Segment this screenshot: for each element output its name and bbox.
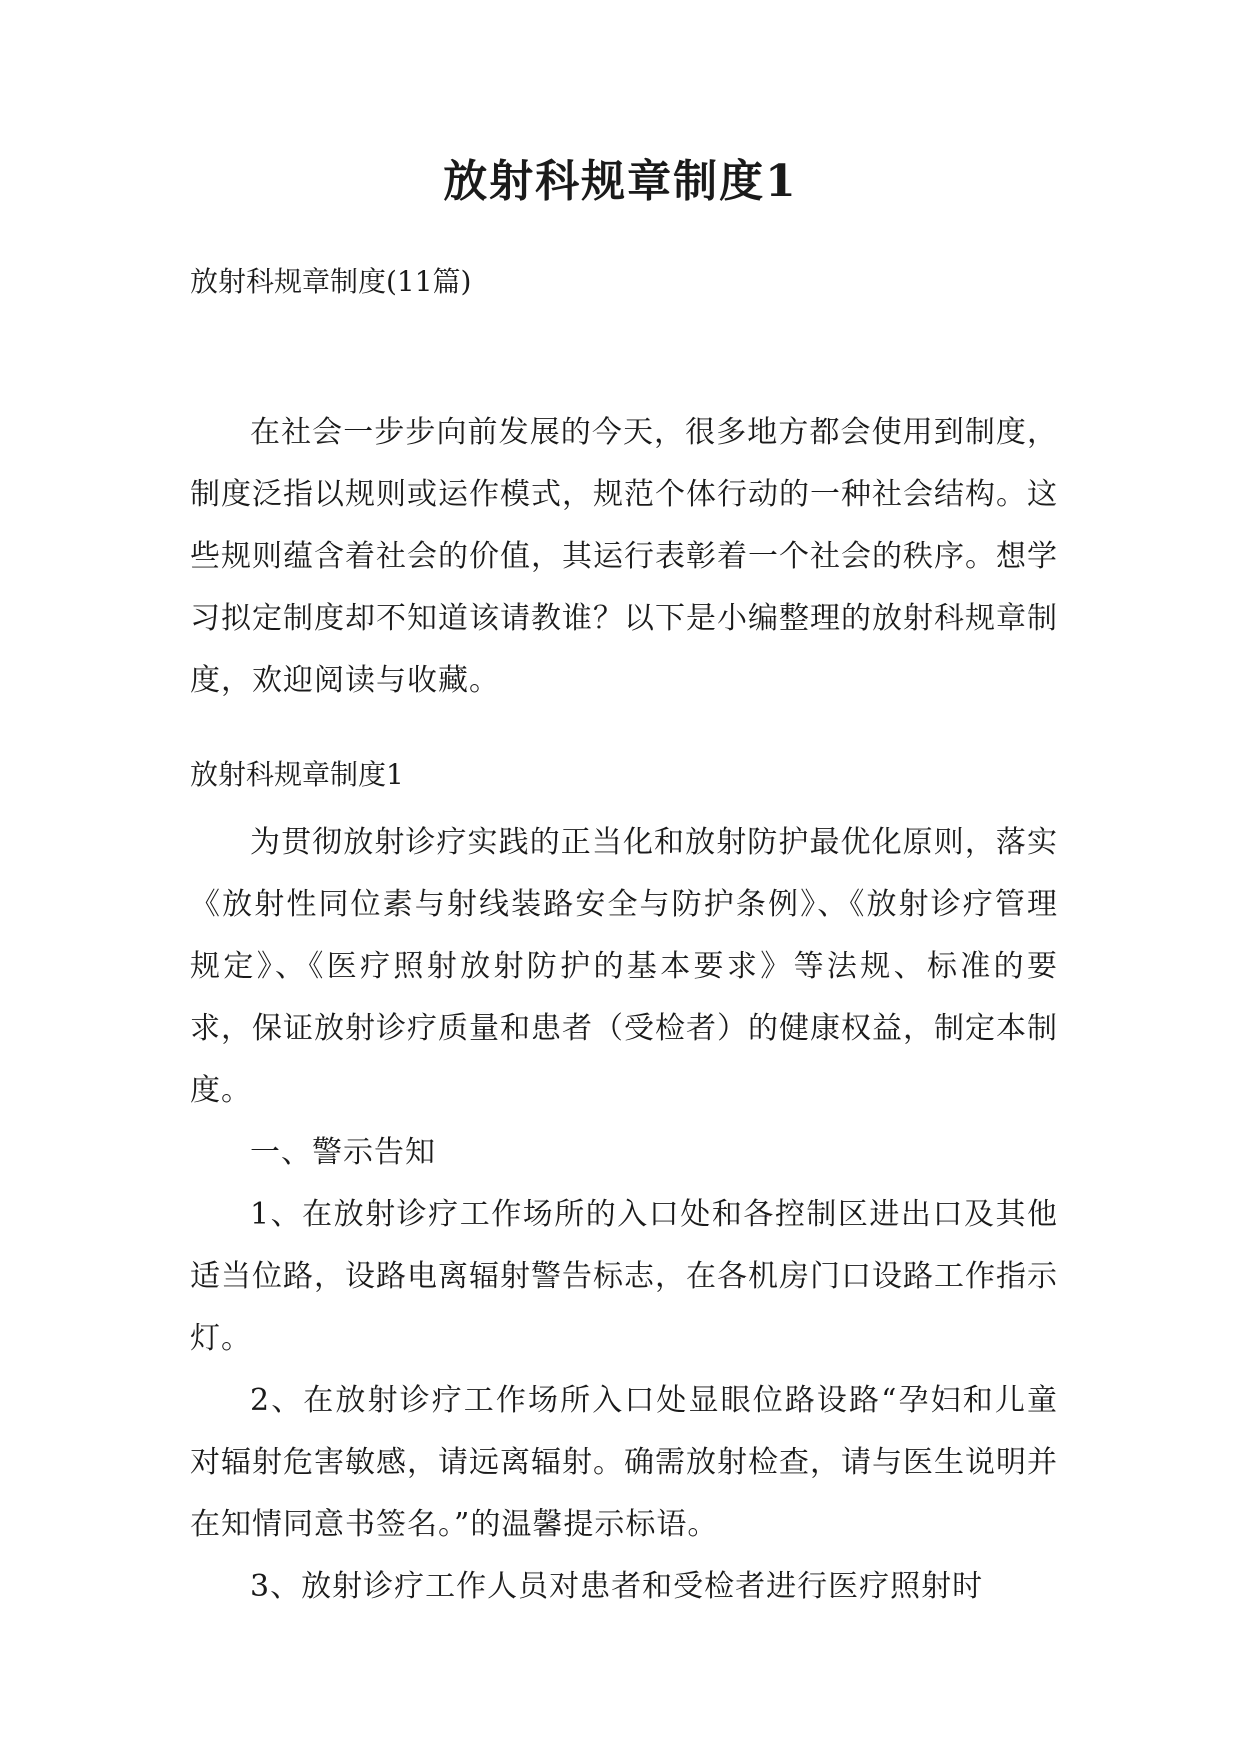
body-paragraph: 2、在放射诊疗工作场所入口处显眼位路设路“孕妇和儿童对辐射危害敏感，请远离辐射。确需放射检查，请与医生说明并在知情同意书签名。”的温馨提示标语。 [190, 1383, 1058, 1542]
body-heading: 一、警示告知 [250, 1135, 436, 1170]
body-paragraph: 1、在放射诊疗工作场所的入口处和各控制区进出口及其他适当位路，设路电离辐射警告标志，在各机房门口设路工作指示灯。 [190, 1197, 1058, 1356]
intro-paragraph: 在社会一步步向前发展的今天，很多地方都会使用到制度，制度泛指以规则或运作模式，规范个体行动的一种社会结构。这些规则蕴含着社会的价值，其运行表彰着一个社会的秩序。想学习拟定制度却不知道该请教谁？以下是小编整理的放射科规章制度，欢迎阅读与收藏。 [190, 415, 1058, 698]
document-subtitle: 放射科规章制度(11篇) [190, 265, 472, 298]
body-paragraph: 为贯彻放射诊疗实践的正当化和放射防护最优化原则，落实《放射性同位素与射线装路安全与防护条例》、《放射诊疗管理规定》、《医疗照射放射防护的基本要求》等法规、标准的要求，保证放射诊疗质量和患者（受检者）的健康权益，制定本制度。 [190, 825, 1058, 1108]
section-title: 放射科规章制度1 [190, 758, 404, 791]
document-title: 放射科规章制度1 [443, 156, 798, 207]
section-body [190, 812, 1058, 1618]
body-paragraph: 3、放射诊疗工作人员对患者和受检者进行医疗照射时 [250, 1569, 984, 1604]
intro-block [190, 402, 1058, 712]
